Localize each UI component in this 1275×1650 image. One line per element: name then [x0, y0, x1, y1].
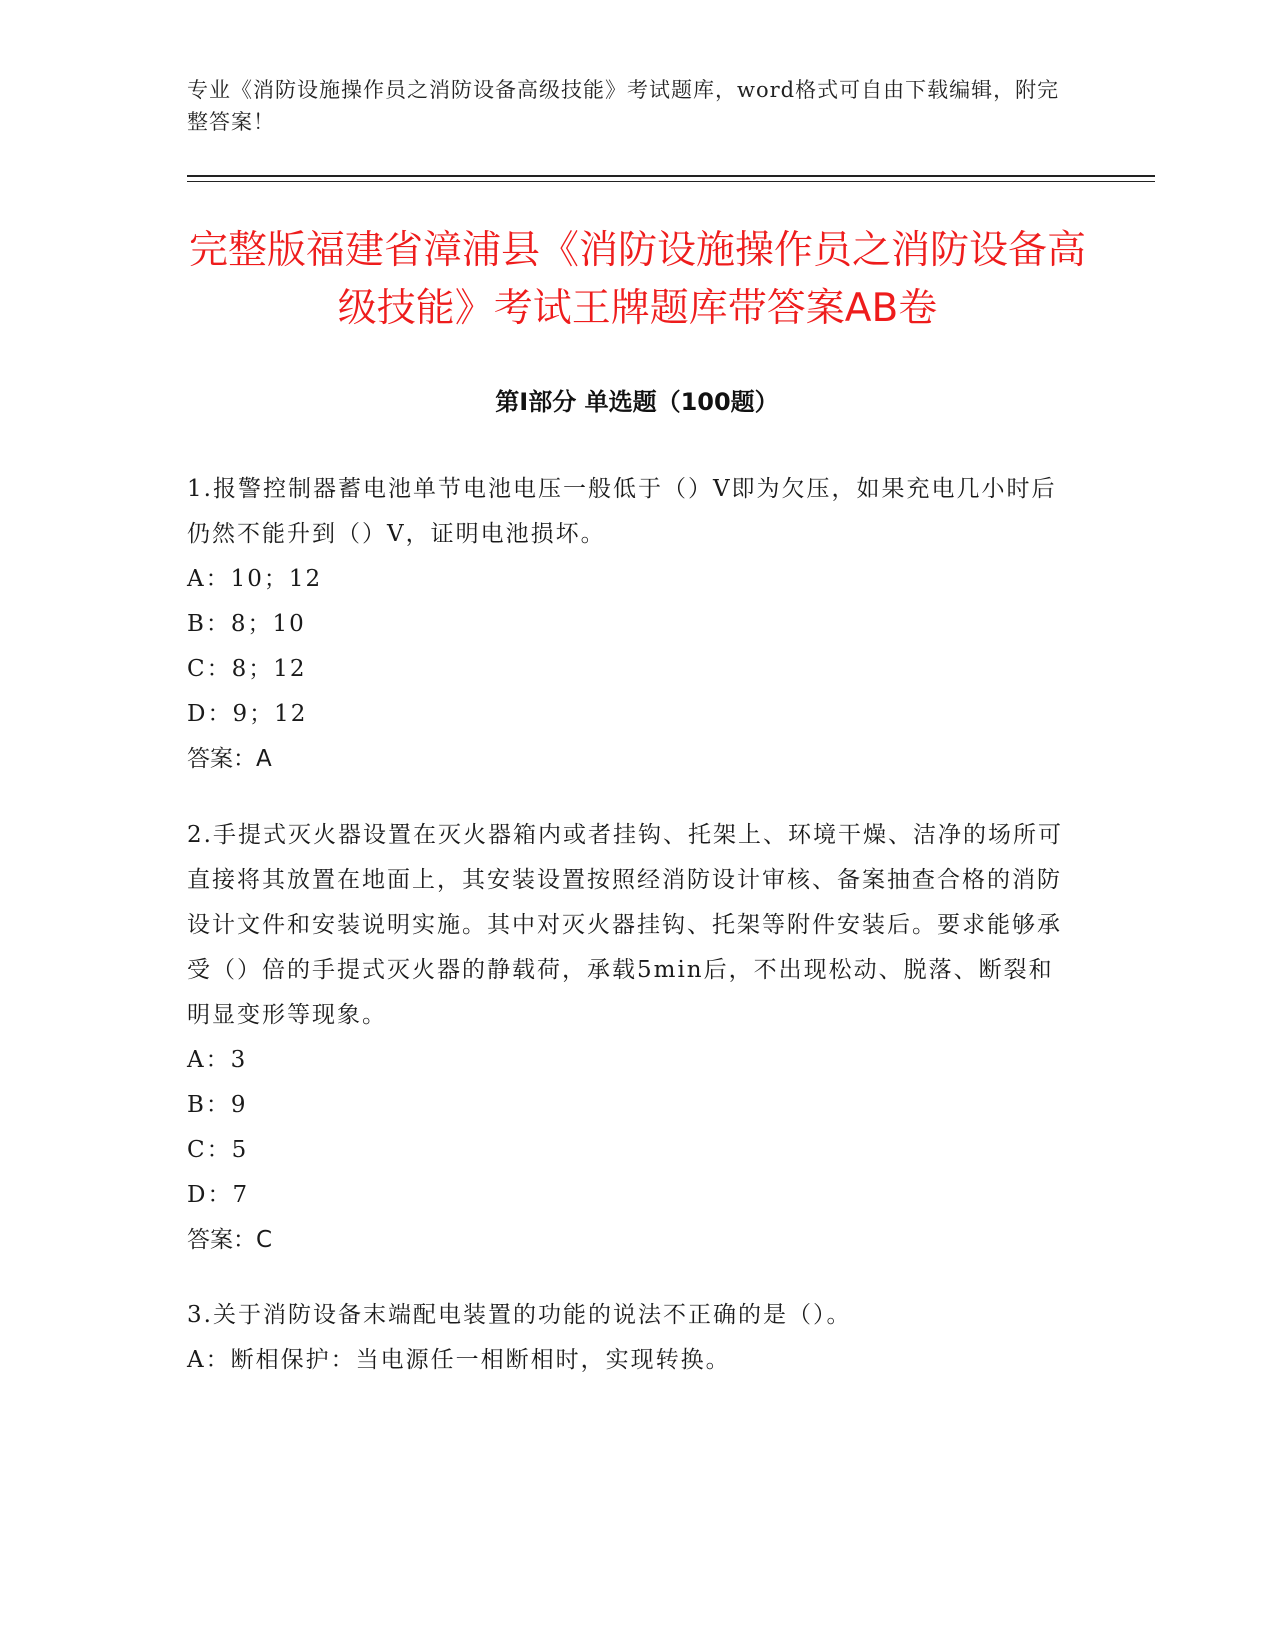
option-a: A：3	[187, 1047, 248, 1073]
document-title: 完整版福建省漳浦县《消防设施操作员之消防设备高级技能》考试王牌题库带答案AB卷	[188, 228, 1086, 331]
option-d: D：7	[187, 1182, 250, 1208]
question-2	[187, 813, 1067, 1263]
header-divider-thin	[187, 181, 1155, 182]
question-1	[187, 467, 1067, 782]
option-d: D：9；12	[187, 701, 308, 727]
option-a: A：断相保护：当电源任一相断相时，实现转换。	[187, 1347, 731, 1373]
option-c: C：5	[187, 1137, 249, 1163]
header-note: 专业《消防设施操作员之消防设备高级技能》考试题库，word格式可自由下载编辑，附完整答案！	[187, 78, 1060, 134]
question-3	[187, 1293, 1067, 1383]
question-stem: 1.报警控制器蓄电池单节电池电压一般低于（）V即为欠压，如果充电几小时后仍然不能升到（）V，证明电池损坏。	[187, 476, 1057, 547]
header-divider-thick	[187, 175, 1155, 177]
answer: 答案：A	[187, 746, 272, 772]
question-stem: 2.手提式灭火器设置在灭火器箱内或者挂钩、托架上、环境干燥、洁净的场所可直接将其放置在地面上，其安装设置按照经消防设计审核、备案抽查合格的消防设计文件和安装说明实施。其中对灭火器挂钩、托架等附件安装后。要求能够承受（）倍的手提式灭火器的静载荷，承载5min后，不出现松动、脱落、断裂和明显变形等现象。	[187, 822, 1063, 1028]
section-title: 第Ⅰ部分 单选题（100题）	[495, 388, 779, 416]
answer: 答案：C	[187, 1227, 273, 1253]
option-c: C：8；12	[187, 656, 307, 682]
option-a: A：10；12	[187, 566, 323, 592]
question-stem: 3.关于消防设备末端配电装置的功能的说法不正确的是（）。	[187, 1302, 852, 1328]
option-b: B：8；10	[187, 611, 306, 637]
option-b: B：9	[187, 1092, 248, 1118]
